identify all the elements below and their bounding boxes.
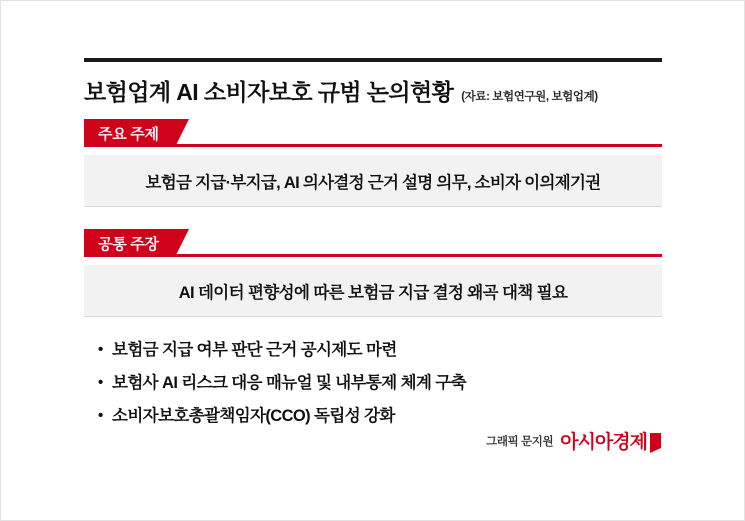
title-row — [84, 62, 662, 117]
section-common-claims — [84, 229, 662, 317]
section-header-2 — [84, 229, 662, 257]
list-item-label: 보험금 지급 여부 판단 근거 공시제도 마련 — [112, 341, 397, 359]
panel-main-topics-text: 보험금 지급·부지급, AI 의사결정 근거 설명 의무, 소비자 이의제기권 — [145, 173, 601, 192]
bullet-marker-icon: • — [98, 407, 104, 424]
brand-mark-icon — [650, 433, 661, 448]
list-item — [98, 405, 662, 427]
section-tag-main-topics: 주요 주제 — [84, 119, 175, 147]
section-tag-common-claims: 공통 주장 — [84, 229, 175, 257]
panel-common-claims — [84, 265, 662, 317]
list-item — [98, 339, 662, 361]
brand-logo-text: 아시아경제 — [560, 432, 647, 453]
list-item — [98, 372, 662, 394]
list-item-label: 보험사 AI 리스크 대응 매뉴얼 및 내부통제 체계 구축 — [112, 374, 466, 392]
bullet-marker-icon: • — [98, 341, 104, 358]
infographic-content — [84, 58, 662, 438]
panel-common-claims-text: AI 데이터 편향성에 따른 보험금 지급 결정 왜곡 대책 필요 — [178, 283, 568, 302]
bullet-list — [84, 339, 662, 427]
panel-main-topics — [84, 155, 662, 207]
list-item-label: 소비자보호총괄책임자(CCO) 독립성 강화 — [112, 407, 395, 425]
bullet-marker-icon: • — [98, 374, 104, 391]
credit-block — [486, 427, 661, 454]
credit-author: 그래픽 문지원 — [486, 435, 554, 448]
title-source: (자료: 보험연구원, 보험업계) — [461, 91, 598, 103]
section-main-topics — [84, 119, 662, 207]
section-header-1 — [84, 119, 662, 147]
page-title: 보험업계 AI 소비자보호 규범 논의현황 — [84, 79, 454, 105]
